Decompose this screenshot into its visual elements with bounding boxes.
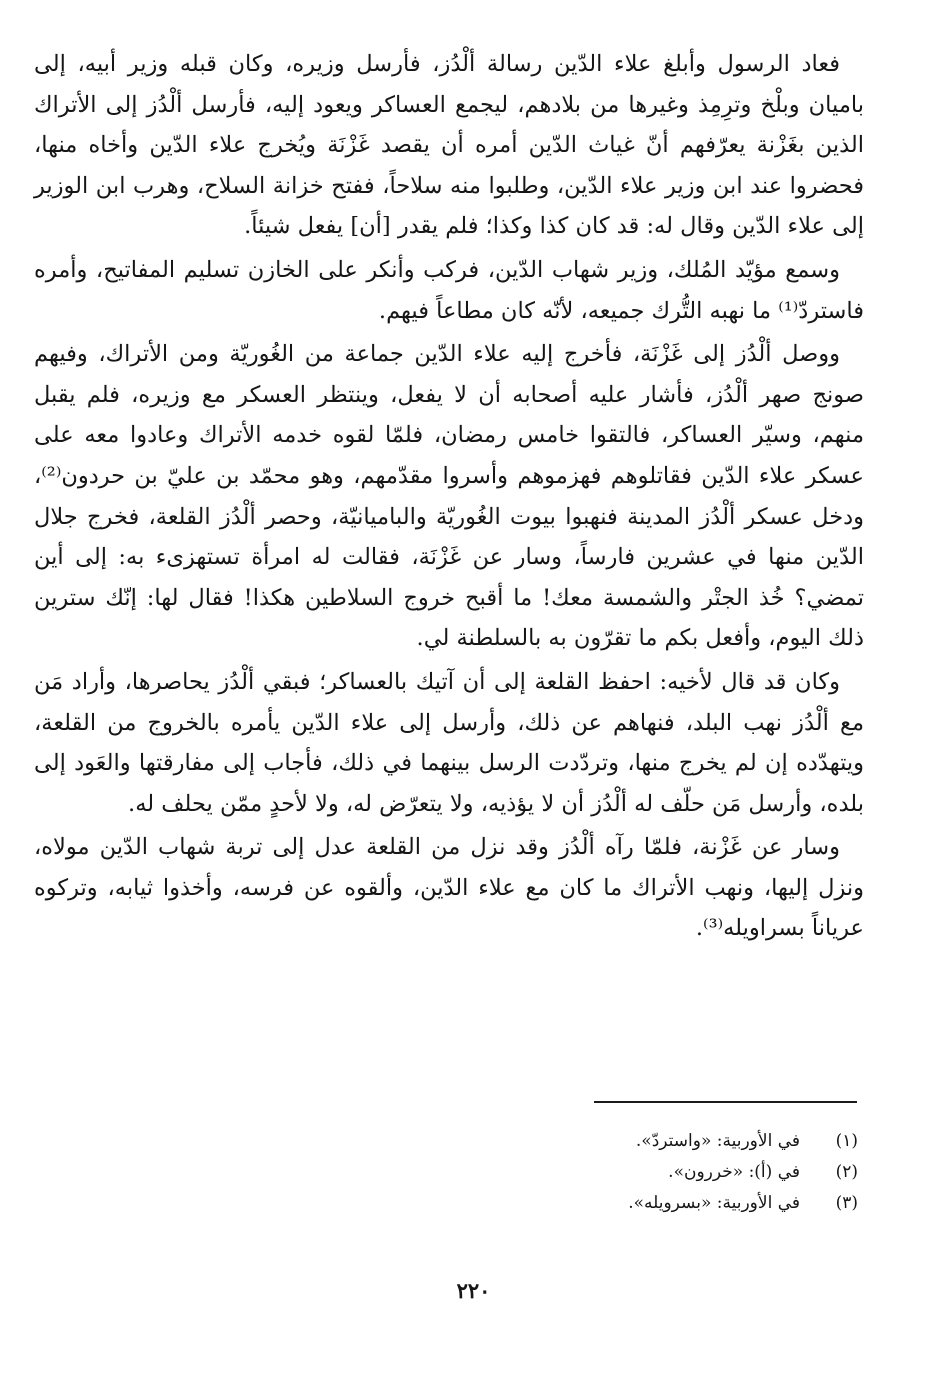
footnote-text: في الأوربية: «بسرويله».: [628, 1193, 800, 1213]
footnote-3: [420, 1188, 860, 1219]
main-text: [34, 44, 864, 949]
footnote-1: [420, 1126, 860, 1157]
footnote-text: في الأوربية: «واستردّ».: [635, 1131, 800, 1151]
paragraph-2: وسمع مؤيّد المُلك، وزير شهاب الدّين، فركب وأنكر على الخازن تسليم المفاتيح، وأمره فاستردّ⁽¹⁾ ما نهبه التُّرك جميعه، لأنّه كان مطاعاً فيهم.: [34, 256, 864, 324]
paragraph-3: ووصل ألْدُز إلى غَزْنَة، فأخرج إليه علاء الدّين جماعة من الغُوريّة ومن الأتراك، وفيهم صونج صهر ألْدُز، فأشار عليه أصحابه أن لا يفعل، وينتظر العسكر مع وزيره، فلم يقبل منهم، وسيّر العساكر، فالتقوا خامس رمضان، فلمّا لقوه خدمه الأتراك وعادوا معه على عسكر علاء الدّين فقاتلوهم فهزموهم وأسروا مقدّمهم، وهو محمّد بن عليّ بن حردون⁽²⁾، ودخل عسكر ألْدُز المدينة فنهبوا بيوت الغُوريّة والباميانيّة، وحصر ألْدُز القلعة، فخرج جلال الدّين منها في عشرين فارساً، وسار عن غَزْنَة، فقالت له امرأة تستهزىء به: إلى أين تمضي؟ خُذ الجتْر والشمسة معك! ما أقبح خروج السلاطين هكذا! فقال لها: إنّك سترين ذلك اليوم، وأفعل بكم ما تقرّون به بالسلطنة لي.: [34, 341, 864, 652]
footnotes: [420, 1126, 860, 1219]
footnote-text: في (أ): «خررون».: [668, 1162, 800, 1182]
page-number: ٢٢٠: [456, 1278, 491, 1303]
paragraph-5: وسار عن غَزْنة، فلمّا رآه ألْدُز وقد نزل من القلعة عدل إلى تربة شهاب الدّين مولاه، ونزل إليها، ونهب الأتراك ما كان مع علاء الدّين، وألقوه عن فرسه، وأخذوا ثيابه، وتركوه عرياناً بسراويله⁽³⁾.: [34, 834, 864, 942]
footnote-2: [420, 1157, 860, 1188]
footnote-separator: [594, 1101, 857, 1103]
footnote-number: (٢): [835, 1162, 858, 1182]
paragraph-4: وكان قد قال لأخيه: احفظ القلعة إلى أن آتيك بالعساكر؛ فبقي ألْدُز يحاصرها، وأراد مَن مع ألْدُز نهب البلد، فنهاهم عن ذلك، وأرسل إلى علاء الدّين يأمره بالخروج من القلعة، ويتهدّده إن لم يخرج منها، وتردّدت الرسل بينهما في ذلك، فأجاب إلى مفارقتها والعَود إلى بلده، وأرسل مَن حلّف له ألْدُز أن لا يؤذيه، ولا يتعرّض له، ولا لأحدٍ ممّن يحلف له.: [34, 668, 864, 817]
footnote-number: (١): [835, 1131, 858, 1151]
page-body: [34, 44, 864, 952]
footnote-number: (٣): [835, 1193, 858, 1213]
paragraph-1: فعاد الرسول وأبلغ علاء الدّين رسالة ألْدُز، فأرسل وزيره، وكان قبله وزير أبيه، إلى باميان وبلْخ وترِمِذ وغيرها من بلادهم، ليجمع العساكر ويعود إليه، فأرسل ألْدُز إلى الأتراك الذين بغَزْنة يعرّفهم أنّ غياث الدّين أمره أن يقصد غَزْنَة ويُخرج علاء الدّين وأخاه منها، فحضروا عند ابن وزير علاء الدّين، وطلبوا منه سلاحاً، ففتح خزانة السلاح، وهرب ابن الوزير إلى علاء الدّين وقال له: قد كان كذا وكذا؛ فلم يقدر [أن] يفعل شيئاً.: [34, 51, 864, 240]
